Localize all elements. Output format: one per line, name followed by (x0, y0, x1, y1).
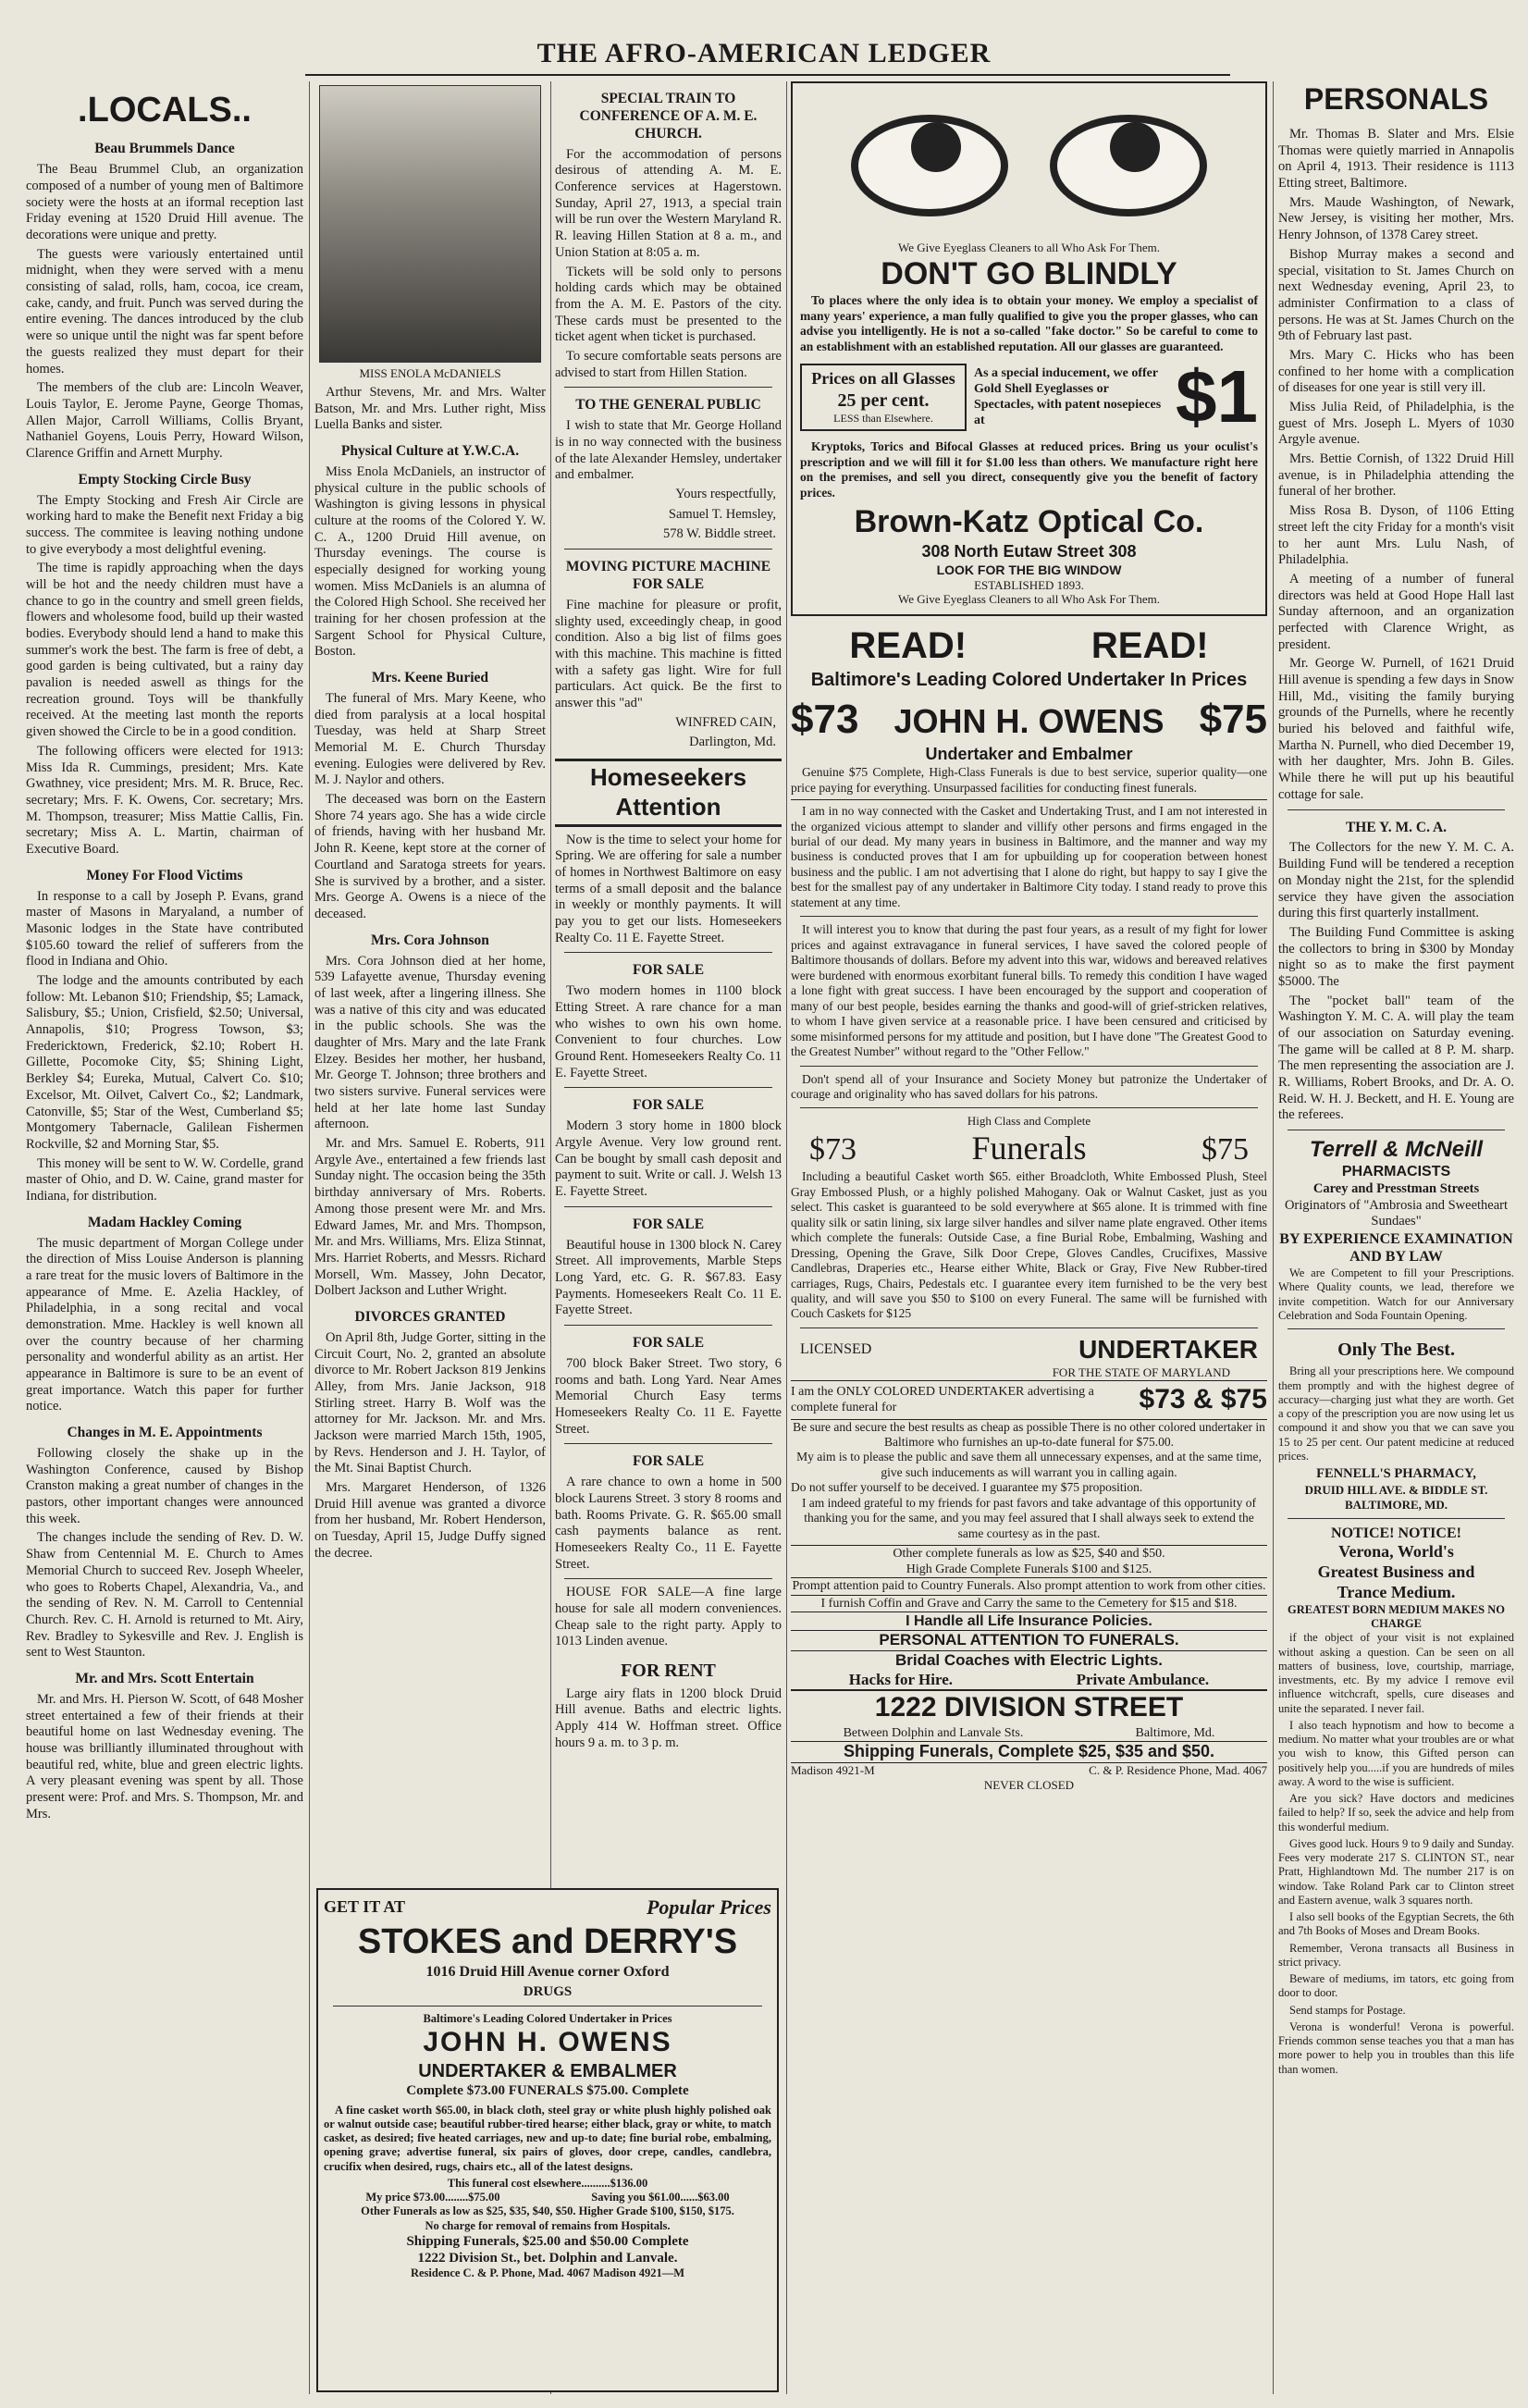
price-box (800, 364, 967, 431)
owens-paragraph: Don't spend all of your Insurance and Society Money but patronize the Undertaker of courage and originality who has saved dollars for his patrons. (791, 1071, 1267, 1102)
signature-line: Samuel T. Hemsley, (668, 506, 776, 522)
for-sale-heading: FOR SALE (632, 1335, 705, 1352)
verona-paragraph: I also teach hypnotism and how to become a medium. No matter what your troubles are or what you wish to know, this Gifted person can positively help you.....if you are hundreds of miles away. A word to the wise is sufficient. (1278, 1718, 1514, 1788)
owens-paragraph: It will interest you to know that during the past four years, as a result of my fight for lower prices and against extravagance in funeral services, I have saved the colored people of Baltimore thousands of dollars. Before my advent into this war, widows and bereaved relatives were burdened with enormous exorbitant funeral bills. To remedy this condition I have waged a lone fight with great success. I have been encouraged by the support and cooperation of many of our best people, besides earning the thanks and good-will of grief-stricken relatives, to whom I have given service at a reasonable price. I have been censured and criticised by some misinformed persons for my attitude and position, but I have done "The Greatest Good to the Greatest Number" without regard to the "Other Fellow." (791, 922, 1267, 1059)
article-heading: Mrs. Cora Johnson (371, 932, 489, 948)
optical-address: 308 North Eutaw Street 308 (921, 541, 1137, 561)
stokes-derry-ad (316, 1888, 779, 2392)
owens-saving: Saving you $61.00......$63.00 (591, 2191, 730, 2204)
personal-item: Mr. Thomas B. Slater and Mrs. Elsie Thomas were quietly married in Annapolis on April 4, 1913. Their residence is 1113 Etting street, Baltimore. (1278, 127, 1514, 191)
house-for-sale-text: HOUSE FOR SALE—A fine large house for sale all modern conveniences. Cheap sale to the right party. Apply to 1013 Linden avenue. (555, 1585, 782, 1649)
article-paragraph: The time is rapidly approaching when the days will be hot and the needy children must have a chance to go in the country and smell green fields, flowers and wholesome food, build up their wasted bodies. Everybody should lend a hand to make this summer's work the best. The farm is free of debt, a good garden is being cultivated, but a rainy day pavalion is needed aswell as things for the recreation ground. Toys will be thankfully received. At the meeting last month the reports given showed the Circle to be in a good condition. (26, 561, 303, 740)
private-ambulance: Private Ambulance. (1076, 1670, 1210, 1688)
divider (1288, 1518, 1505, 1519)
optical-established: ESTABLISHED 1893. (974, 577, 1084, 592)
notice-heading: NOTICE! NOTICE! (1331, 1525, 1461, 1541)
owens-genuine: Genuine $75 Complete, High-Class Funerals is due to best service, superior quality—one price paying for everything. Unsurpassed facilities for conducting finest funerals. (791, 765, 1267, 800)
for-sale-text: 700 block Baker Street. Two story, 6 rooms and bath. Long Yard. Near Ames Memorial Church Easy terms Homeseekers Realty Co. 11 E. Fayette Street. (555, 1355, 782, 1437)
divider (800, 1107, 1258, 1108)
ymca-paragraph: The Building Fund Committee is asking the collectors to bring in $300 by Monday night so as to make the first payment $5000. The (1278, 924, 1514, 989)
article-paragraph: The music department of Morgan College under the direction of Miss Louise Anderson is planning a rare treat for the music lovers of Baltimore in the appearance of Mme. E. Azelia Hackley, of Philadelphia, in a song recital and vocal demonstration. Mme. Hackley is well known all over the country because of her charming personality and wonderful ability as an artist. Her appearance in Baltimore is sure to be an event of great importance. Watch this paper for further notice. (26, 1235, 303, 1414)
divider (333, 2006, 762, 2007)
article-paragraph: The members of the club are: Lincoln Weaver, Louis Taylor, E. Jerome Payne, George Thomas, Allen Major, Carroll Williams, Collis Bryant, Nathaniel Goyens, Louis Perry, Howard Wilson, Clarence Griffin and Arnett Murphy. (26, 380, 303, 461)
high-class-label: High Class and Complete (967, 1114, 1091, 1129)
personals-column (1278, 81, 1514, 2394)
never-closed: NEVER CLOSED (983, 1777, 1075, 1792)
prompt-attention: Prompt attention paid to Country Funerals. Also prompt attention to work from other cities. (791, 1578, 1267, 1595)
article-paragraph: Mrs. Cora Johnson died at her home, 539 Lafayette avenue, Thursday evening of last week, after a lingering illness. She was a native of this city and was educated in the public schools. She was the daughter of Mrs. Mary and the late Frank Elzey. Besides her mother, her husband, Mr. George T. Johnson; three brothers and two sisters survive. Funeral services were held at her late home last Sunday afternoon. (314, 953, 546, 1132)
terrell-name: Terrell & McNeill (1309, 1137, 1484, 1163)
for-sale-text: A rare chance to own a home in 500 block Laurens Street. 3 story 8 rooms and bath. Rooms Private. G. R. $65.00 small cash payments balance as rent. Homeseekers Realty Co., 11 E. Fayette Street. (555, 1475, 782, 1572)
optical-ad (791, 81, 1267, 616)
article-paragraph: On April 8th, Judge Gorter, sitting in the Circuit Court, No. 2, granted an absolute divorce to Mr. Robert Jackson 819 Jenkins Alley, from Mrs. Janie Jackson, 918 Stirling street. Harry B. Wolf was the attorney for Mr. Jackson. Mr. and Mrs. Jackson were married March 15th, 1905, by Revs. Henderson and J. H. Taylor, of the Mt. Sinai Baptist Church. (314, 1329, 546, 1476)
article-paragraph: The deceased was born on the Eastern Shore 74 years ago. She has a wide circle of friends, having with her husband Mr. John R. Keene, kept store at the corner of Courtland and Saratoga streets for years. She is survived by a brother, and a sister. Mrs. George A. Owens is a niece of the deceased. (314, 792, 546, 921)
masthead: THE AFRO-AMERICAN LEDGER (536, 38, 992, 68)
verona-paragraph: Beware of mediums, im tators, etc going from door to door. (1278, 1972, 1514, 2000)
public-notice-text: I wish to state that Mr. George Holland is in no way connected with the business of the late Alexander Hemsley, undertaker and embalmer. (555, 418, 782, 483)
owens-complete: Complete $73.00 FUNERALS $75.00. Complete (406, 2083, 689, 2099)
locals-articles (26, 141, 303, 1822)
portrait-photo (319, 85, 541, 363)
masthead-rule (305, 74, 1230, 76)
personal-item: Mrs. Maude Washington, of Newark, New Jersey, is visiting her mother, Mrs. Henry Johnson, of 1378 Carey street. (1278, 194, 1514, 243)
read-word: READ! (849, 625, 967, 667)
divider (564, 952, 772, 953)
signature-line: Darlington, Md. (689, 735, 776, 750)
column-two-articles (314, 443, 546, 1562)
owens-paragraph: Including a beautiful Casket worth $65. either Broadcloth, White Embossed Plush, Steel Gray Embossed Plush, or a highly polished Mahogany. Oak or Walnut Casket, just as you select. This casket is guaranteed to be sold everywhere at $65 alone. It is trimmed with fine quality silk or satin lining, six large silver handles and silver name plate engraved. Other items which complete the funerals: Outside Case, a fine Burial Robe, Embalming, Washing and Dressing, Opening the Grave, Silk Door Crepe, Gloves Candles, Crucifixes, Massive Candlebras, Draperies etc., Hearse either White, Black or Gray, Five New Rubber-tired carriages, Rugs, Chairs, Pedestals etc. I guarantee every item furnished to be the very best quality, and will save you $50 to $100 on every Funeral. The same will be furnished with Couch Caskets for $125 (791, 1169, 1267, 1321)
stokes-name: STOKES and DERRY'S (357, 1921, 738, 1961)
divider (800, 916, 1258, 917)
train-notice-paragraph: To secure comfortable seats persons are advised to start from Hillen Station. (555, 348, 782, 380)
divider (800, 1066, 1258, 1067)
owens-main-ad (791, 624, 1267, 1792)
divider (564, 1578, 772, 1579)
train-notice-body (555, 147, 782, 382)
advertisement-column (791, 81, 1267, 2394)
divider (564, 1206, 772, 1207)
price-75: $75 (1199, 697, 1267, 743)
verona-line: Verona, World's (1338, 1542, 1454, 1562)
residence-phone: C. & P. Residence Phone, Mad. 4067 (1089, 1762, 1267, 1777)
signature-line: 578 W. Biddle street. (662, 526, 776, 542)
greatest-medium: GREATEST BORN MEDIUM MAKES NO CHARGE (1288, 1602, 1505, 1631)
price-box-line: Prices on all Glasses (811, 368, 955, 388)
public-notice-heading: TO THE GENERAL PUBLIC (575, 397, 761, 414)
verona-paragraph: Remember, Verona transacts all Business in strict privacy. (1278, 1941, 1514, 1969)
terrell-pharmacists: PHARMACISTS (1341, 1164, 1451, 1180)
stokes-address: 1016 Druid Hill Avenue corner Oxford (425, 1964, 670, 1981)
ymca-body (1278, 840, 1514, 1124)
optical-headline: DON'T GO BLINDLY (881, 255, 1177, 291)
for-sale-heading: FOR SALE (632, 1097, 705, 1114)
funeral-price-75: $75 (1201, 1131, 1249, 1167)
train-notice-heading: SPECIAL TRAIN TO CONFERENCE OF A. M. E. CHURCH. (579, 91, 758, 142)
article-paragraph: Miss Enola McDaniels, an instructor of physical culture in the public schools of Washington is giving lessons in physical culture at the rooms of the Colored Y. W. C. A., 1200 Druid Hill avenue, on Thursday evenings. The course is especially designed for working young women. Miss McDaniels is an alumna of the Colored High School. She received her training for her chosen profession at the Sargent School for Physical Culture, Boston. (314, 463, 546, 660)
funeral-price-73: $73 (809, 1131, 856, 1167)
owens-paragraph: I am indeed grateful to my friends for past favors and take advantage of this opportunity of thanking you for the same, and you may feel assured that I shall always seek to extend the same courtesy as in the past. (791, 1496, 1267, 1546)
train-notice-paragraph: Tickets will be sold only to persons holding cards which may be obtained from the A. M. E. Pastors of the city. These cards must be presented to the ticket agent when ticket is purchased. (555, 264, 782, 345)
column-rule (309, 81, 310, 2394)
owens-tagline: Baltimore's Leading Colored Undertaker in Prices (423, 2012, 672, 2025)
personals-items (1278, 127, 1514, 804)
ymca-paragraph: The Collectors for the new Y. M. C. A. Building Fund will be tendered a reception on Monday night the 21st, for the splendid service they have given the association during this first quarterly installment. (1278, 840, 1514, 921)
high-grade-funerals: High Grade Complete Funerals $100 and $125. (791, 1562, 1267, 1578)
article-heading: DIVORCES GRANTED (354, 1308, 506, 1325)
divider (800, 1327, 1258, 1328)
owens-my-price: My price $73.00........$75.00 (365, 2191, 500, 2204)
optical-text: To places where the only idea is to obtain your money. We employ a specialist of many years' experience, a man fully qualified to give you the proper glasses, who can advise you intelligently. He is not a so-called "fake doctor." So be careful to come to an establishment with an established reputation. All our glasses are guaranteed. (800, 293, 1258, 353)
owens-title: UNDERTAKER & EMBALMER (418, 2060, 677, 2081)
article-paragraph: The lodge and the amounts contributed by each follow: Mt. Lebanon $10; Friendship, $5; Lamack, Salisbury, $5.; Union, Crisfield, $2.50; Universal, Annapolis, $10; Progress Towson, $3; Fredericktown, Frederick, $2.10; Robert H. Gillette, Pocomoke City, $5; Shining Light, Berkley $4; Eureka, Mutual, Calvert Co. $10; Excelsor, Mt. Oilvet, Calvert Co., $2; Landmark, Catonville, $5; Star of the West, Cumberland $5; Montgomery Tabernacle, Galilean Fishermen Rockville, $2 and Morning Star, $5. (26, 973, 303, 1152)
verona-paragraph: I also sell books of the Egyptian Secrets, the 6th and 7th Books of Moses and Dream Books. (1278, 1910, 1514, 1938)
eyeglasses-illustration (800, 96, 1258, 235)
ymca-heading: THE Y. M. C. A. (1345, 819, 1448, 835)
hacks-for-hire: Hacks for Hire. (848, 1670, 954, 1688)
for-sale-heading: FOR SALE (632, 1216, 705, 1232)
terrell-originators: Originators of "Ambrosia and Sweetheart Sundaes" (1284, 1197, 1509, 1229)
verona-paragraph: Gives good luck. Hours 9 to 9 daily and Sunday. Fees very moderate 217 S. CLINTON ST., near Pratt, Highlandtown Md. The number 217 is on window. Take Roland Park car to Clinton street and Eastern avenue, walk 3 squares north. (1278, 1836, 1514, 1907)
verona-line: Trance Medium. (1337, 1582, 1456, 1601)
for-sale-text: Beautiful house in 1300 block N. Carey Street. All improvements, Marble Steps Long Yard, etc. G. R. $67.83. Easy Payments. Homeseekers Realt Co. 11 E. Fayette Street. (555, 1237, 782, 1318)
article-paragraph: The Beau Brummel Club, an organization composed of a number of young men of Baltimore society were the hosts at an iformal reception last Friday evening at 1520 Druid Hill avenue. The decorations were unique and pretty. (26, 162, 303, 243)
divider (564, 1443, 772, 1444)
leading-tagline: Baltimore's Leading Colored Undertaker In Prices (810, 670, 1248, 691)
article-paragraph: The funeral of Mrs. Mary Keene, who died from paralysis at a local hospital Tuesday, was held at Sharp Street Memorial M. E. Church Thursday evening. Eulogies were delivered by Rev. M. J. Naylor and others. (314, 690, 546, 788)
personal-item: Miss Julia Reid, of Philadelphia, is the guest of Mrs. Joseph L. Myers of 1030 Argyle avenue. (1278, 400, 1514, 448)
article-heading: Changes in M. E. Appointments (67, 1425, 263, 1441)
divider (564, 387, 772, 388)
personal-item: A meeting of a number of funeral directors was held at Good Hope Hall last Sunday afternoon, and an organization perfected with Clarence Wright, as president. (1278, 571, 1514, 652)
article-heading: Madam Hackley Coming (87, 1214, 242, 1230)
personal-item: Mrs. Mary C. Hicks who has been confined to her home with a complication of diseases for one year is still very ill. (1278, 347, 1514, 396)
article-paragraph: This money will be sent to W. W. Cordelle, grand master of Ohio, and D. W. Caine, grand master for Indiana, for distribution. (26, 1155, 303, 1204)
funerals-word: Funerals (971, 1130, 1087, 1167)
owens-shipping: Shipping Funerals, $25.00 and $50.00 Complete (406, 2233, 689, 2249)
fennell-city: BALTIMORE, MD. (1344, 1497, 1448, 1512)
ymca-paragraph: The "pocket ball" team of the Washington Y. M. C. A. will play the team of our association on Saturday evening. The game will be called at 8 P. M. sharp. The men representing the association are J. R. Williams, Robert Brooks, and Dr. A. O. Reid. W. H. J. Beckett, and H. E. Young are the referees. (1278, 993, 1514, 1123)
movie-ad-heading: MOVING PICTURE MACHINE FOR SALE (565, 559, 771, 592)
article-paragraph: Mr. and Mrs. Samuel E. Roberts, 911 Argyle Ave., entertained a few friends last Sunday night. The occasion being the 35th birthday anniversary of Mrs. Roberts. Among those present were Mr. and Mrs. Edward James, Mr. and Mrs. Thompson, Mr. and Mrs. Williams, Mrs. Eliza Stinnat, Mrs. Harriet Roberts, and Messrs. Richard Morsell, Wm. Massey, John Decator, Dolbert Jackson and Luther Wright. (314, 1136, 546, 1299)
optical-cleaners-note: We Give Eyeglass Cleaners to all Who Ask For Them. (898, 592, 1160, 607)
movie-ad-text: Fine machine for pleasure or profit, slighty used, exceedingly cheap, in good condition. Also a big list of films goes with this machine. This machine is fitted with a safety gas light. Wire for full particulars. Act quick. Be the first to answer this "ad" (555, 597, 782, 710)
verona-paragraph: Verona is wonderful! Verona is powerful. Friends common sense teaches you that a man has more power to help you in troubles than this life than women. (1278, 2019, 1514, 2076)
for-sale-text: Modern 3 story home in 1800 block Argyle Avenue. Very low ground rent. Can be bought by small cash deposit and payment to suit. Write or call. J. Welsh 13 E. Fayette Street. (555, 1118, 782, 1199)
optical-window: LOOK FOR THE BIG WINDOW (936, 562, 1122, 577)
owens-phones: Residence C. & P. Phone, Mad. 4067 Madison 4921—M (410, 2266, 685, 2280)
get-it-at: GET IT AT (324, 1897, 406, 1917)
owens-street: 1222 Division St., bet. Dolphin and Lanvale. (417, 2251, 678, 2266)
divider (1288, 1328, 1505, 1329)
verona-body (1278, 1631, 1514, 2077)
for-sale-text: Two modern homes in 1100 block Etting Street. A rare chance for a man who wishes to own his own home. Convenient to four churches. Low Ground Rent. Homeseekers Realty Co. 11 E. Fayette Street. (555, 983, 782, 1081)
personal-item: Mr. George W. Purnell, of 1621 Druid Hill avenue is spending a few days in Snow Hill, Md., visiting the family burying grounds of the Purnells, where he recently buried his beloved and faithful wife, Martha N. Purnell, who died December 19, with her daughter, Mrs. John B. Giles. While there he will put up his beautiful cottage for sale. (1278, 656, 1514, 802)
homeseekers-heading: Homeseekers Attention (555, 759, 782, 826)
optical-cleaners-note: We Give Eyeglass Cleaners to all Who Ask For Them. (898, 241, 1160, 254)
undertaker-label: UNDERTAKER (1078, 1334, 1258, 1364)
article-paragraph: The following officers were elected for 1913: Miss Ida R. Cummings, president; Mrs. Kate Gwathney, vice president; Mrs. M. R. Bruce, Rec. secretary; Mrs. F. K. Owens, Cor. secretary; Mrs. M. Thompson, treasurer; Miss Mattie Callis, Fin. secretary; Miss A. L. Martin, chairman of Executive Board. (26, 743, 303, 857)
coffin-grave: I furnish Coffin and Grave and Carry the same to the Cemetery for $15 and $18. (791, 1596, 1267, 1612)
city-line: Baltimore, Md. (1135, 1725, 1215, 1740)
verona-paragraph: Are you sick? Have doctors and medicines failed to help? If so, seek the advice and help from this wonderful medium. (1278, 1792, 1514, 1834)
locals-column (26, 81, 303, 2394)
locals-heading: .LOCALS.. (78, 91, 252, 130)
article-heading: Money For Flood Victims (86, 867, 243, 883)
terrell-text: We are Competent to fill your Prescriptions. Where Quality counts, we lead, therefore we invite competition. Watch for our Anniversary Celebration and Soda Fountain Opening. (1278, 1266, 1514, 1322)
optical-text-2: Kryptoks, Torics and Bifocal Glasses at reduced prices. Bring us your oculist's prescription and we will fill it for $1.00 less than others. We manufacture right here on the premises, and sell you direct, consequently give you the benefit of factory prices. (800, 439, 1258, 500)
article-paragraph: Following closely the shake up in the Washington Conference, caused by Bishop Cranston making a great number of changes in the pastors, other important changes were announced this week. (26, 1446, 303, 1526)
fennell-name: FENNELL'S PHARMACY, (1316, 1466, 1476, 1482)
divider (564, 1087, 772, 1088)
gold-shell-offer: As a special inducement, we offer Gold Shell Eyeglasses or Spectacles, with patent nosepieces at (974, 366, 1162, 428)
homeseekers-text: Now is the time to select your home for Spring. We are offering for sale a number of homes in Northwest Baltimore on easy terms of a small deposit and the balance in weekly or monthly payments. It will pay you to get our lists. Homeseekers Realty Co. 11 E. Fayette Street. (555, 832, 782, 945)
left-eye-pupil (911, 122, 961, 172)
article-paragraph: In response to a call by Joseph P. Evans, grand master of Masons in Maryaland, a number of Masonic lodges in the State have contributed $105.60 toward the relief of sufferers from the flood in Indiana and Ohio. (26, 888, 303, 969)
undertaker-subtitle: Undertaker and Embalmer (925, 745, 1133, 764)
divider (1288, 809, 1505, 810)
article-paragraph: The guests were variously entertained until midnight, when they were served with a menu consisting of salad, rolls, ham, cocoa, ice cream, cake, candy, and fruit. Punch was served during the entire evening. The dances introduced by the club were so unique until the night was far spent before the guests realized they must depart for their homes. (26, 246, 303, 377)
owens-description: A fine casket worth $65.00, in black cloth, steel gray or white plush highly polished oak or walnut outside case; beautiful rubber-tired hearse; either black, gray or white, to match casket, as desired; five heated carriages, new and up-to date; fine burial robe, embalming, opening grave; advertise funeral, six pairs of gloves, door crepe, candles, candlebra, crucifix when desired, rugs, chairs etc., all of the latest designs. (324, 2103, 771, 2173)
divider (564, 549, 772, 550)
for-rent-text: Large airy flats in 1200 block Druid Hill avenue. Baths and electric lights. Apply 414 W. Hoffman street. Office hours 9 a. m. to 3 p. m. (555, 1686, 782, 1750)
article-heading: Mr. and Mrs. Scott Entertain (75, 1670, 254, 1686)
licensed-label: LICENSED (800, 1341, 872, 1358)
for-sale-heading: FOR SALE (632, 1453, 705, 1470)
personal-item: Mrs. Bettie Cornish, of 1322 Druid Hill avenue, is in Philadelphia attending the funeral of her brother. (1278, 451, 1514, 500)
gold-shell-price: $1 (1176, 355, 1258, 438)
owens-paragraph: Be sure and secure the best results as cheap as possible There is no other colored undertaker in Baltimore who furnishes an up-to-date funeral for $75.00. (793, 1419, 1265, 1450)
terrell-by: BY EXPERIENCE EXAMINATION AND BY LAW (1279, 1230, 1513, 1266)
between-streets: Between Dolphin and Lanvale Sts. (843, 1725, 1024, 1740)
only-best-heading: Only The Best. (1337, 1340, 1455, 1360)
terrell-address: Carey and Presstman Streets (1312, 1180, 1480, 1196)
signature-line: Yours respectfully, (675, 487, 776, 501)
division-street: 1222 DIVISION STREET (791, 1689, 1267, 1725)
owens-other: Other Funerals as low as $25, $35, $40, $50. Higher Grade $100, $150, $175. (361, 2204, 734, 2218)
popular-prices: Popular Prices (646, 1896, 771, 1919)
divider (564, 1325, 772, 1326)
verona-line: Greatest Business and (1317, 1562, 1475, 1582)
column-rule (1273, 81, 1274, 2394)
owens-paragraph: Do not suffer yourself to be deceived. I guarantee my $75 proposition. (791, 1480, 1143, 1495)
personal-attention: PERSONAL ATTENTION TO FUNERALS. (791, 1631, 1267, 1651)
owens-paragraph: My aim is to please the public and save them all unnecessary expenses, and at the same time, give such inducements as will warrant you in calling again. (796, 1450, 1262, 1479)
signature-line: WINFRED CAIN, (675, 714, 776, 730)
other-funerals: Other complete funerals as low as $25, $40 and $50. (893, 1547, 1165, 1562)
for-rent-heading: FOR RENT (621, 1661, 716, 1682)
fennell-address: DRUID HILL AVE. & BIDDLE ST. (1304, 1482, 1488, 1497)
article-heading: Physical Culture at Y.W.C.A. (340, 442, 520, 459)
article-paragraph: Mrs. Margaret Henderson, of 1326 Druid Hill avenue was granted a divorce from her husband, Mr. Robert Henderson, on Tuesday, April 15, Judge Duffy signed the decree. (314, 1480, 546, 1561)
right-eye-pupil (1110, 122, 1160, 172)
owens-name-large: JOHN H. OWENS (893, 702, 1164, 741)
personal-item: Bishop Murray makes a second and special, visitation to St. James Church on next Wednesday evening, April 23, to administer Confirmation to a class of persons. He was at St. James Church on the 9th of February last past. (1278, 246, 1514, 344)
stokes-drugs: DRUGS (523, 1983, 573, 1999)
only-price: $73 & $75 (1139, 1383, 1267, 1414)
owens-elsewhere: This funeral cost elsewhere..........$136.00 (447, 2176, 648, 2190)
photo-caption: MISS ENOLA McDANIELS (359, 366, 501, 380)
article-paragraph: Mr. and Mrs. H. Pierson W. Scott, of 648 Mosher street entertained a few of their friends at their beautiful home on last Wednesday evening. The house was brilliantly illuminated throughout with beautiful red, white, blue and green electric lights. A very pleasant evening was spent by all. Those present were: Prof. and Mrs. S. Thompson, Mr. and Mrs. (26, 1691, 303, 1821)
personal-item: Miss Rosa B. Dyson, of 1106 Etting street left the city Friday for a month's visit to her aunt Mrs. Lulu Nash, of Philadelphia. (1278, 503, 1514, 568)
verona-paragraph: Send stamps for Postage. (1289, 2003, 1406, 2017)
only-best-text: Bring all your prescriptions here. We compound them promptly and with the highest degree of accuracy—charging just what they are worth. Get a copy of the prescription you are now using let us compound it and show you that we can save you 15 to 25 per cent. Our patent medicine at reduced prices. (1278, 1365, 1514, 1463)
article-paragraph: The Empty Stocking and Fresh Air Circle are working hard to make the Benefit next Friday a big success. The commitee is leaving nothing undone to give everybody a most delightful evening. (26, 492, 303, 557)
insurance-line: I Handle all Life Insurance Policies. (791, 1612, 1267, 1632)
column-rule (786, 81, 787, 2394)
price-box-line: 25 per cent. (837, 389, 930, 411)
only-undertaker: I am the ONLY COLORED UNDERTAKER advertising a complete funeral for (791, 1385, 1094, 1415)
article-heading: Empty Stocking Circle Busy (78, 471, 252, 488)
verona-paragraph: if the object of your visit is not explained without asking a question. Can be seen on all matters of business, love, courtship, marriage, investments, etc. By my advice I remove evil influence witchcraft, spells, cure diseases and unite the separated. I never fail. (1278, 1631, 1514, 1715)
madison-phone: Madison 4921-M (791, 1762, 875, 1777)
owens-no-charge: No charge for removal of remains from Hospitals. (425, 2218, 671, 2232)
owens-name: JOHN H. OWENS (423, 2027, 672, 2058)
shipping-funerals: Shipping Funerals, Complete $25, $35 and $50. (791, 1741, 1267, 1763)
personals-heading: PERSONALS (1303, 82, 1489, 116)
train-notice-paragraph: For the accommodation of persons desirous of attending A. M. E. Conference services at Hagerstown. Sunday, April 27, 1913, a special train will be run over the Western Maryland R. R. leaving Hillen Station at 8 a. m., and Union Station at 8:05 a. m. (555, 146, 782, 260)
optical-company: Brown-Katz Optical Co. (854, 504, 1204, 540)
for-sale-listings (555, 952, 782, 1573)
bridal-coaches: Bridal Coaches with Electric Lights. (894, 1650, 1164, 1669)
price-73: $73 (791, 697, 859, 743)
owens-paragraph: I am in no way connected with the Casket and Undertaking Trust, and I am not interested in the organized vicious attempt to slander and villify other persons and firms engaged in the burial of our dead. My many years in business in Baltimore, and the manner and way my business is conducted proves that I am for upbuilding up for cooperation between honest business and the public. I am not advertising that I alone do right, but happy to say I give the best for the smallest pay of any undertaker in Baltimore City today. I stand ready to prove this statement at any time. (791, 804, 1267, 909)
article-paragraph: The changes include the sending of Rev. D. W. Shaw from Centennial M. E. Church to Ames Memorial Church to succeed Rev. Joseph Wheeler, who goes to Roberts Chapel, Alexandria, Va., and the sending of Rev. N. M. Carroll to Centennial Church. Rev. C. H. Arnold is returned to Mt. Airy, Rev. Bradley to Sykesville and Rev. J. English is sent to West Staunton. (26, 1530, 303, 1661)
article-heading: Beau Brummels Dance (94, 141, 235, 157)
article-paragraph: Arthur Stevens, Mr. and Mrs. Walter Batson, Mr. and Mrs. Luther right, Miss Luella Banks and sister. (314, 384, 546, 433)
article-heading: Mrs. Keene Buried (371, 670, 489, 686)
read-word: READ! (1091, 625, 1209, 667)
price-box-line: LESS than Elsewhere. (833, 412, 933, 426)
state-label: FOR THE STATE OF MARYLAND (1052, 1365, 1230, 1380)
for-sale-heading: FOR SALE (632, 962, 705, 979)
